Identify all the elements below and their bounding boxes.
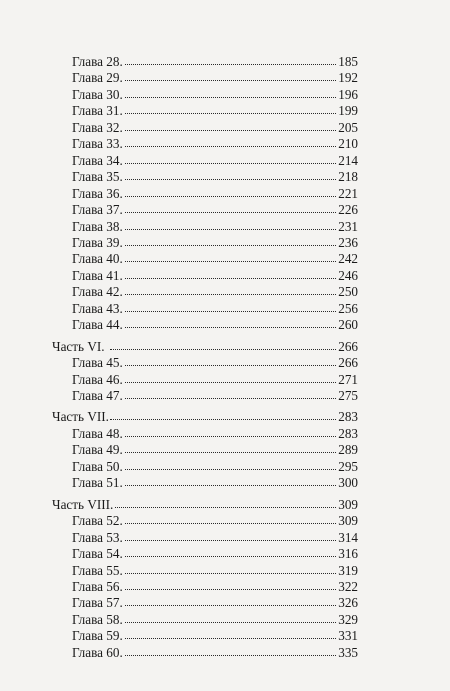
toc-chapter-entry [0,425,450,442]
toc-entry-title: Глава 51. [72,475,123,491]
toc-entry-title: Глава 50. [72,458,123,474]
toc-chapter-entry [0,316,450,333]
toc-page-number: 283 [338,409,358,425]
toc-page-number: 289 [338,442,358,458]
toc-chapter-entry [0,218,450,235]
toc-page-number: 199 [338,103,358,119]
toc-page-number: 309 [338,496,358,512]
toc-entry-title: Глава 34. [72,152,123,168]
toc-entry-title: Глава 33. [72,136,123,152]
dot-leader [118,229,338,230]
toc-entry-title: Глава 29. [72,70,123,86]
toc-chapter-entry [0,545,450,562]
toc-entry-title: Глава 45. [72,355,123,371]
toc-page-number: 314 [338,529,358,545]
toc-entry-title: Часть VI. [52,338,105,354]
dot-leader [118,64,338,65]
toc-page-number: 266 [338,338,358,354]
toc-part-entry [0,338,450,355]
toc-page-number: 309 [338,513,358,529]
toc-page-number: 221 [338,185,358,201]
dot-leader [118,485,338,486]
dot-leader [118,130,338,131]
toc-page-number: 316 [338,546,358,561]
dot-leader [118,573,338,574]
dot-leader [118,163,338,164]
dot-leader [118,245,338,246]
dot-leader [110,349,338,350]
toc-chapter-entry [0,152,450,169]
dot-leader [118,556,338,557]
toc-chapter-entry [0,474,450,491]
toc-page-number: 214 [338,152,358,168]
dot-leader [118,638,338,639]
dot-leader [118,523,338,524]
toc-page-number: 335 [338,644,358,660]
toc-part-entry [0,408,450,425]
toc-page-number: 260 [338,317,358,333]
dot-leader [118,398,338,399]
toc-page-number: 242 [338,251,358,267]
toc-chapter-entry [0,201,450,218]
toc-chapter-entry [0,611,450,628]
toc-page-number: 331 [338,628,358,644]
toc-chapter-entry [0,283,450,300]
toc-entry-title: Глава 60. [72,644,123,660]
toc-chapter-entry [0,441,450,458]
dot-leader [118,179,338,180]
dot-leader [118,655,338,656]
toc-page-number: 295 [338,458,358,474]
toc-chapter-entry [0,594,450,611]
toc-part-entry [0,496,450,513]
toc-entry-title: Глава 56. [72,578,123,594]
toc-page-number: 185 [338,54,358,69]
toc-page-number: 218 [338,169,358,185]
toc-entry-title: Глава 28. [72,54,123,69]
toc-page-number: 256 [338,300,358,316]
toc-page-number: 196 [338,86,358,102]
toc-page-number: 250 [338,284,358,300]
toc-page-number: 322 [338,578,358,594]
toc-chapter-entry [0,300,450,317]
toc-entry-title: Глава 40. [72,251,123,267]
toc-page-number: 326 [338,595,358,611]
toc-page-number: 236 [338,234,358,250]
toc-chapter-entry [0,529,450,546]
toc-entry-title: Глава 36. [72,185,123,201]
dot-leader [110,419,338,420]
toc-chapter-entry [0,69,450,86]
toc-entry-title: Глава 49. [72,442,123,458]
toc-chapter-entry [0,168,450,185]
toc-page-number: 205 [338,119,358,135]
toc-entry-title: Глава 54. [72,546,123,561]
dot-leader [118,294,338,295]
toc-page-number: 266 [338,355,358,371]
toc-entry-title: Глава 53. [72,529,123,545]
dot-leader [118,589,338,590]
toc-page-number: 231 [338,218,358,234]
toc-entry-title: Глава 39. [72,234,123,250]
toc-entry-title: Глава 30. [72,86,123,102]
toc-page-number: 192 [338,70,358,86]
toc-chapter-entry [0,119,450,136]
toc-page-number: 319 [338,562,358,578]
toc-entry-title: Глава 58. [72,611,123,627]
toc-page-number: 275 [338,388,358,403]
toc-entry-title: Глава 57. [72,595,123,611]
dot-leader [118,436,338,437]
toc-entry-title: Часть VIII. [52,496,114,512]
toc-chapter-entry [0,512,450,529]
dot-leader [118,113,338,114]
dot-leader [118,382,338,383]
toc-chapter-entry [0,578,450,595]
toc-chapter-entry [0,354,450,371]
dot-leader [118,278,338,279]
toc-chapter-entry [0,562,450,579]
toc-entry-title: Глава 43. [72,300,123,316]
toc-chapter-entry [0,371,450,388]
toc-entry-title: Глава 37. [72,202,123,217]
dot-leader [118,311,338,312]
toc-entry-title: Часть VII. [52,409,109,425]
toc-entry-title: Глава 41. [72,267,123,283]
toc-chapter-entry [0,267,450,284]
toc-entry-title: Глава 38. [72,218,123,234]
toc-entry-title: Глава 44. [72,317,123,333]
toc-chapter-entry [0,627,450,644]
toc-chapter-entry [0,644,450,661]
toc-page-number: 300 [338,475,358,491]
toc-chapter-entry [0,102,450,119]
toc-chapter-entry [0,458,450,475]
toc-page-number: 283 [338,425,358,441]
toc-chapter-entry [0,185,450,202]
toc-page-number: 246 [338,267,358,283]
toc-entry-title: Глава 48. [72,425,123,441]
dot-leader [118,212,338,213]
toc-chapter-entry [0,53,450,70]
toc-entry-title: Глава 46. [72,371,123,387]
toc-chapter-entry [0,250,450,267]
toc-page-number: 329 [338,611,358,627]
toc-entry-title: Глава 32. [72,119,123,135]
toc-entry-title: Глава 52. [72,513,123,529]
toc-page-number: 210 [338,136,358,152]
toc-chapter-entry [0,86,450,103]
toc-entry-title: Глава 47. [72,388,123,403]
dot-leader [118,327,338,328]
dot-leader [118,605,338,606]
dot-leader [118,469,338,470]
toc-page-number: 226 [338,202,358,217]
toc-entry-title: Глава 59. [72,628,123,644]
toc-page-number: 271 [338,371,358,387]
toc-chapter-entry [0,135,450,152]
dot-leader [118,261,338,262]
dot-leader [118,80,338,81]
dot-leader [118,97,338,98]
dot-leader [118,196,338,197]
toc-entry-title: Глава 31. [72,103,123,119]
dot-leader [118,365,338,366]
toc-entry-title: Глава 42. [72,284,123,300]
dot-leader [118,452,338,453]
dot-leader [118,146,338,147]
toc-entry-title: Глава 55. [72,562,123,578]
toc-chapter-entry [0,234,450,251]
toc-chapter-entry [0,387,450,404]
dot-leader [118,540,338,541]
dot-leader [118,622,338,623]
dot-leader [110,507,338,508]
toc-entry-title: Глава 35. [72,169,123,185]
